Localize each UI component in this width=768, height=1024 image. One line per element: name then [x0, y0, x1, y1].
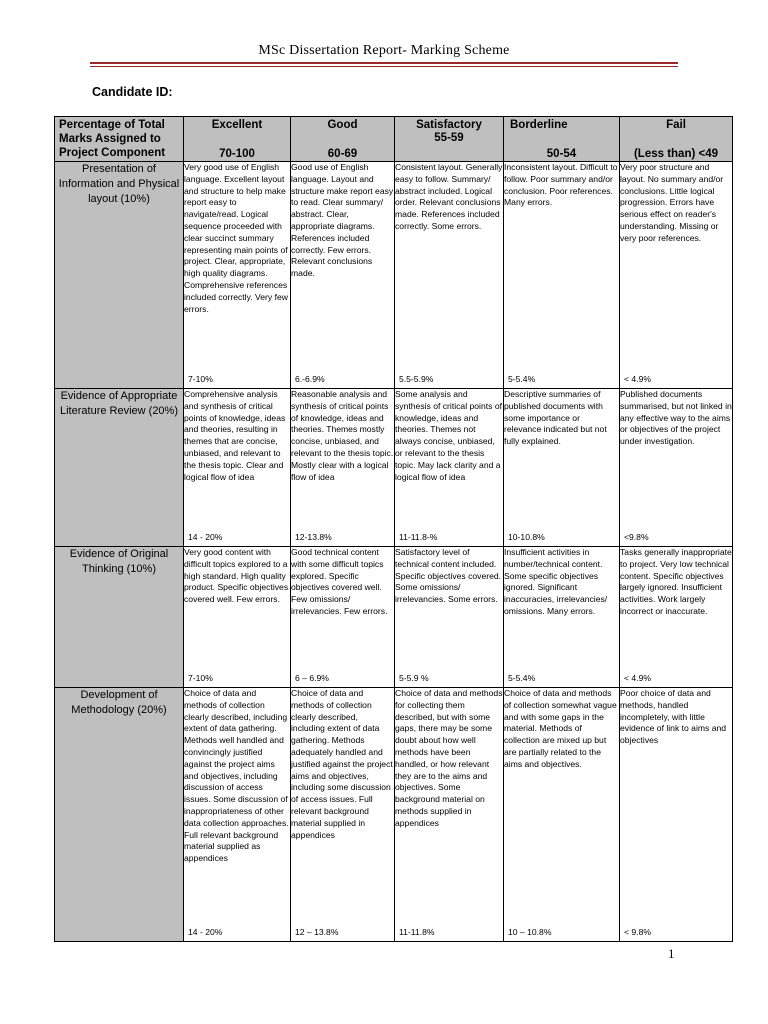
criteria-text: Poor choice of data and methods, handled incompletely, with little evidence of link to aims and objectives [620, 688, 727, 746]
header-component-label: Percentage of Total Marks Assigned to Project Component [59, 119, 166, 159]
criteria-cell [504, 162, 620, 389]
criteria-cell [620, 162, 733, 389]
table-row [55, 162, 733, 389]
header-borderline [504, 117, 620, 162]
mark-band: 6 – 6.9% [295, 673, 329, 684]
criteria-text: Good technical content with some difficult topics explored. Specific objectives covered well. Few omissions/ irrelevancies. Few errors. [291, 547, 388, 616]
component-cell: Development of Methodology (20%) [55, 688, 184, 942]
component-cell: Evidence of Original Thinking (10%) [55, 547, 184, 688]
criteria-cell [395, 389, 504, 547]
criteria-text: Very good use of English language. Excellent layout and structure to help make report easy to navigate/read. Logical sequence proceeded with clear succinct summary representing main points of project. Clear, appropriate, high quality diagrams. Comprehensive references included correctly. Very few errors. [184, 162, 288, 314]
criteria-cell [291, 688, 395, 942]
mark-band: 7-10% [188, 673, 213, 684]
mark-band: 14 - 20% [188, 532, 223, 543]
header-grade-name: Good [327, 119, 358, 131]
criteria-cell [291, 162, 395, 389]
mark-band: 14 - 20% [188, 927, 223, 938]
criteria-cell [291, 389, 395, 547]
criteria-cell [504, 547, 620, 688]
criteria-text: Choice of data and methods of collection somewhat vague and with some gaps in the material. Methods of collection are mixed up but are partially related to the aims and objectives. [504, 688, 617, 769]
header-component [55, 117, 184, 162]
criteria-text: Choice of data and methods of collection clearly described, including extent of data gathering. Methods adequately handled and justified against the project aims and objectives, including some discussion of access issues. Full relevant background material supplied in appendices [291, 688, 393, 840]
header-grade-range: 55-59 [434, 132, 464, 144]
mark-band: 12 – 13.8% [295, 927, 339, 938]
header-satisfactory [395, 117, 504, 162]
header-grade-range: (Less than) <49 [633, 148, 719, 160]
criteria-text: Consistent layout. Generally easy to follow. Summary/ abstract included. Logical order. Relevant conclusions made. References included correctly. Some errors. [395, 162, 503, 231]
criteria-text: Good use of English language. Layout and structure make report easy to read. Clear summary/ abstract. Clear, appropriate diagrams. References included correctly. Few errors. Relevant conclusions made. [291, 162, 394, 279]
header-rule-thin [90, 66, 678, 67]
mark-band: <9.8% [624, 532, 649, 543]
header-rule-thick [90, 62, 678, 64]
criteria-cell [395, 162, 504, 389]
criteria-text: Very good content with difficult topics explored to a high standard. High quality product. Specific objectives covered well. Few errors. [184, 547, 289, 605]
candidate-id-label: Candidate ID: [92, 85, 173, 99]
criteria-text: Choice of data and methods for collecting them described, but with some gaps, there may be some doubt about how well methods have been handled, or how relevant they are to the aims and objectives. Some background material on methods supplied in appendices [395, 688, 503, 828]
mark-band: 11-11.8% [399, 927, 435, 938]
header-grade-name: Fail [666, 119, 686, 131]
criteria-cell [395, 547, 504, 688]
mark-band: 6.-6.9% [295, 374, 325, 385]
criteria-cell [504, 389, 620, 547]
header-grade-name: Excellent [211, 119, 263, 131]
table-row [55, 547, 733, 688]
page-number: 1 [668, 946, 675, 961]
header-fail [620, 117, 733, 162]
criteria-text: Descriptive summaries of published documents with some importance or relevance indicated but not fully explained. [504, 389, 607, 447]
table-row [55, 389, 733, 547]
criteria-cell [395, 688, 504, 942]
mark-band: < 4.9% [624, 673, 651, 684]
table-header-row [55, 117, 733, 162]
mark-band: 11-11.8-% [399, 532, 438, 543]
mark-band: < 4.9% [624, 374, 651, 385]
criteria-text: Insufficient activities in number/technical content. Some specific objectives ignored. Significant inaccuracies, irrelevancies/ omissions. Many errors. [504, 547, 608, 616]
criteria-cell [620, 688, 733, 942]
criteria-text: Published documents summarised, but not linked in any effective way to the aims or objectives of the project under investigation. [620, 389, 732, 447]
table-row [55, 688, 733, 942]
criteria-cell [184, 162, 291, 389]
mark-band: 5-5.4% [508, 374, 536, 385]
component-cell: Presentation of Information and Physical layout (10%) [55, 162, 184, 389]
mark-band: 5-5.4% [508, 673, 536, 684]
mark-band: 10 – 10.8% [508, 927, 552, 938]
mark-band: 10-10.8% [508, 532, 545, 543]
criteria-text: Reasonable analysis and synthesis of critical points of knowledge, ideas and theories. Themes mostly concise, unbiased, and relevant to the thesis topic. Mostly clear with a logical flow of idea [291, 389, 394, 482]
criteria-text: Very poor structure and layout. No summary and/or conclusions. Little logical progression. Errors have serious effect on reader's understanding. Missing or very poor references. [620, 162, 724, 243]
document-title: MSc Dissertation Report- Marking Scheme [258, 43, 510, 58]
criteria-cell [184, 547, 291, 688]
header-grade-range: 70-100 [219, 148, 255, 160]
criteria-text: Tasks generally inappropriate to project. Very low technical content. Specific objectives largely ignored. Insufficient activities. Work largely incorrect or inaccurate. [620, 547, 732, 616]
component-cell: Evidence of Appropriate Literature Review (20%) [55, 389, 184, 547]
mark-band: 12-13.8% [295, 532, 332, 543]
criteria-cell [184, 389, 291, 547]
criteria-cell [504, 688, 620, 942]
header-grade-name: Borderline [510, 119, 568, 131]
mark-band: 5-5.9 % [399, 673, 429, 684]
criteria-text: Satisfactory level of technical content included. Specific objectives covered. Some omissions/ irrelevancies. Some errors. [395, 547, 502, 605]
mark-band: 7-10% [188, 374, 213, 385]
header-grade-range: 50-54 [546, 148, 577, 160]
criteria-text: Inconsistent layout. Difficult to follow. Poor summary and/or conclusion. Poor references. Many errors. [504, 162, 618, 208]
criteria-cell [620, 547, 733, 688]
marking-scheme-table [54, 116, 733, 942]
criteria-cell [620, 389, 733, 547]
header-grade-range: 60-69 [327, 148, 358, 160]
criteria-text: Choice of data and methods of collection clearly described, including extent of data gathering. Methods well handled and convincingly justified against the project aims and objectives, including discussion of access issues. Some discussion of inappropriateness of other data collection approaches. Full relevant background material supplied as appendices [184, 688, 289, 864]
criteria-cell [184, 688, 291, 942]
criteria-text: Comprehensive analysis and synthesis of critical points of knowledge, ideas and theories, resulting in themes that are concise, unbiased, and relevant to the thesis topic. Clear and logical flow of idea [184, 389, 286, 482]
header-good [291, 117, 395, 162]
header-grade-name: Satisfactory [416, 119, 482, 131]
mark-band: 5.5-5.9% [399, 374, 434, 385]
mark-band: < 9.8% [624, 927, 651, 938]
criteria-text: Some analysis and synthesis of critical points of knowledge, ideas and theories. Themes not always concise, unbiased, or relevant to the thesis topic. May lack clarity and a logical flow of idea [395, 389, 502, 482]
criteria-cell [291, 547, 395, 688]
header-excellent [184, 117, 291, 162]
